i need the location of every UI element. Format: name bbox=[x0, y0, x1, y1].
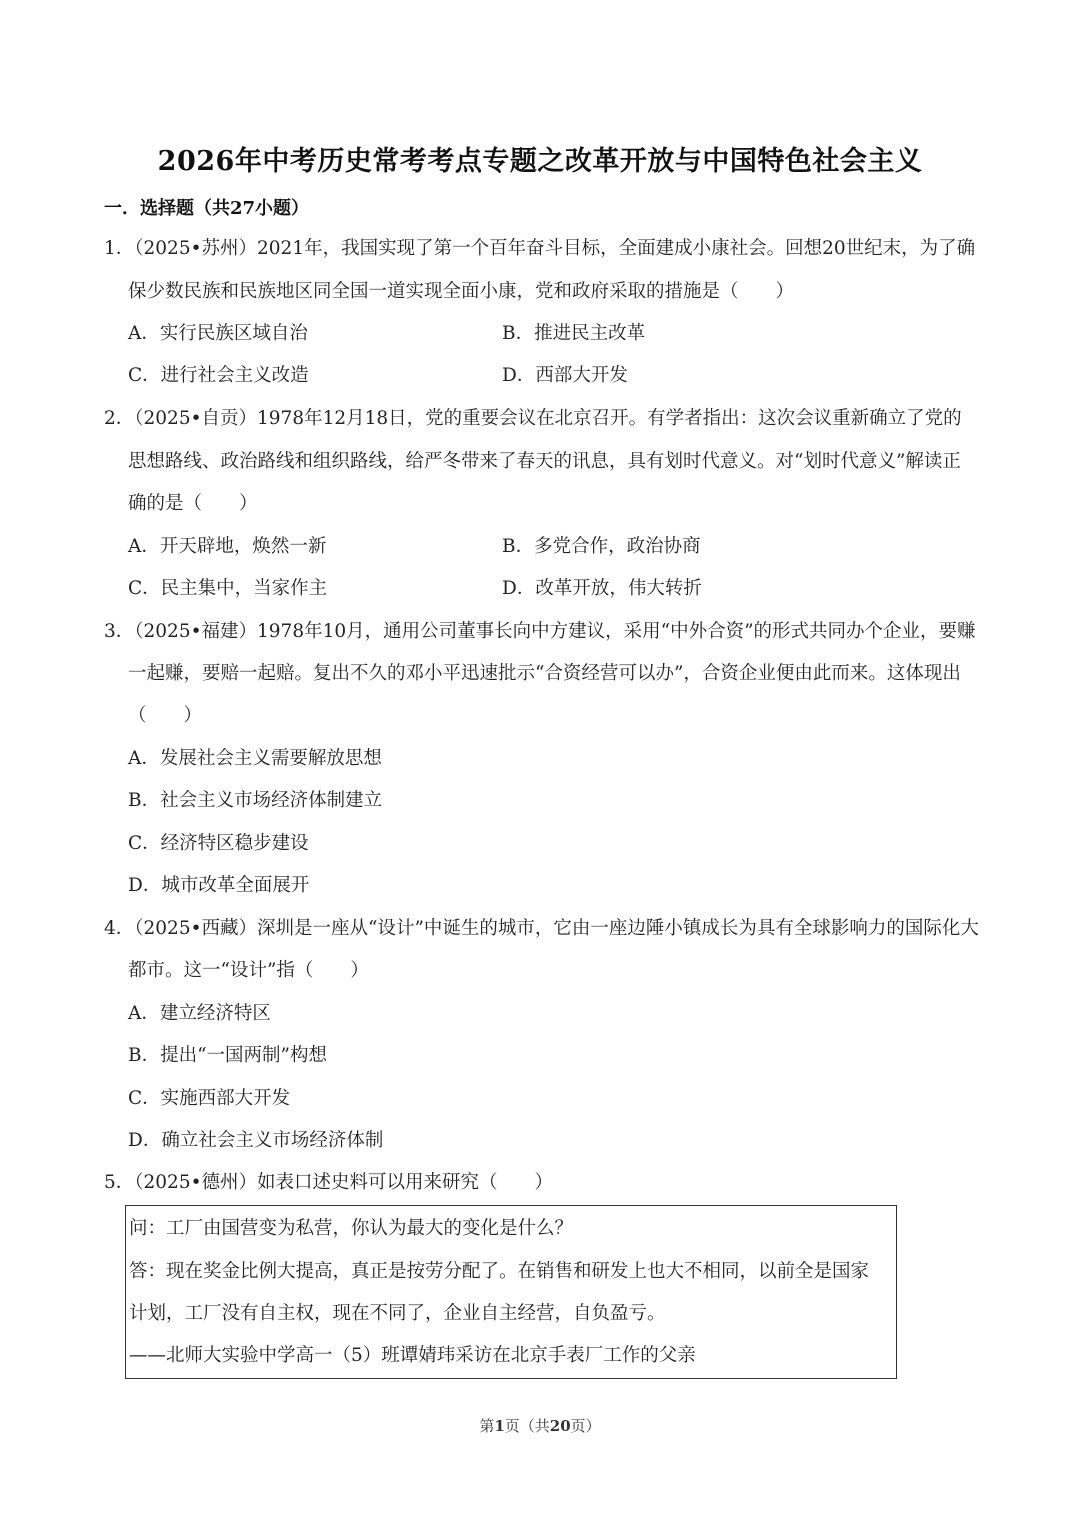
question-3-line-3: （ ） bbox=[128, 705, 203, 726]
question-4-option-c: C．实施西部大开发 bbox=[128, 1088, 291, 1109]
question-2-line-3: 确的是（ ） bbox=[128, 493, 258, 514]
oral-history-table bbox=[125, 1205, 897, 1379]
question-4-option-d: D．确立社会主义市场经济体制 bbox=[128, 1130, 384, 1151]
question-3-option-a: A．发展社会主义需要解放思想 bbox=[128, 748, 382, 769]
question-2-option-a: A．开天辟地，焕然一新 bbox=[128, 536, 327, 557]
question-3-line-1: 3．（2025•福建）1978年10月，通用公司董事长向中方建议，采用“中外合资”的形式共同办个企业，要赚 bbox=[104, 621, 976, 642]
question-3-line-2: 一起赚，要赔一起赔。复出不久的邓小平迅速批示“合资经营可以办”，合资企业便由此而来。这体现出 bbox=[128, 663, 961, 684]
question-4-option-b: B．提出“一国两制”构想 bbox=[128, 1045, 328, 1066]
quote-answer-line-2: 计划，工厂没有自主权，现在不同了，企业自主经营，自负盈亏。 bbox=[129, 1303, 666, 1324]
page-footer bbox=[0, 1415, 1080, 1436]
question-1-option-d: D．西部大开发 bbox=[502, 365, 628, 386]
question-3-option-b: B．社会主义市场经济体制建立 bbox=[128, 790, 383, 811]
question-2-option-c: C．民主集中，当家作主 bbox=[128, 578, 328, 599]
question-4-line-1: 4．（2025•西藏）深圳是一座从“设计”中诞生的城市，它由一座边陲小镇成长为具有全球影响力的国际化大 bbox=[104, 918, 979, 939]
question-2-option-b: B．多党合作，政治协商 bbox=[502, 536, 701, 557]
quote-question: 问：工厂由国营变为私营，你认为最大的变化是什么？ bbox=[129, 1218, 574, 1239]
footer-page-number: 1 bbox=[494, 1417, 505, 1435]
footer-total-pages: 20 bbox=[549, 1417, 571, 1435]
quote-source: ——北师大实验中学高一（5）班谭婧玮采访在北京手表厂工作的父亲 bbox=[129, 1345, 696, 1366]
question-5-line-1: 5．（2025•德州）如表口述史料可以用来研究（ ） bbox=[104, 1172, 554, 1193]
question-2-option-d: D．改革开放，伟大转折 bbox=[502, 578, 702, 599]
footer-prefix: 第 bbox=[479, 1417, 495, 1435]
question-1-option-a: A．实行民族区域自治 bbox=[128, 323, 308, 344]
question-1-line-1: 1．（2025•苏州）2021年，我国实现了第一个百年奋斗目标，全面建成小康社会。回想20世纪末，为了确 bbox=[104, 238, 976, 259]
question-3-option-c: C．经济特区稳步建设 bbox=[128, 833, 309, 854]
footer-middle: 页（共 bbox=[504, 1417, 550, 1435]
question-4-option-a: A．建立经济特区 bbox=[128, 1003, 271, 1024]
question-1-option-c: C．进行社会主义改造 bbox=[128, 365, 309, 386]
question-4-line-2: 都市。这一“设计”指（ ） bbox=[128, 960, 369, 981]
document-title: 2026年中考历史常考考点专题之改革开放与中国特色社会主义 bbox=[157, 146, 923, 177]
question-1-option-b: B．推进民主改革 bbox=[502, 323, 646, 344]
section-heading: 一．选择题（共27小题） bbox=[104, 198, 310, 219]
question-3-option-d: D．城市改革全面展开 bbox=[128, 875, 310, 896]
footer-suffix: 页） bbox=[570, 1417, 601, 1435]
question-2-line-2: 思想路线、政治路线和组织路线，给严冬带来了春天的讯息，具有划时代意义。对“划时代意义”解读正 bbox=[128, 451, 961, 472]
question-1-line-2: 保少数民族和民族地区同全国一道实现全面小康，党和政府采取的措施是（ ） bbox=[128, 281, 795, 302]
quote-answer-line-1: 答：现在奖金比例大提高，真正是按劳分配了。在销售和研发上也大不相同，以前全是国家 bbox=[129, 1261, 870, 1282]
question-2-line-1: 2．（2025•自贡）1978年12月18日，党的重要会议在北京召开。有学者指出：这次会议重新确立了党的 bbox=[104, 408, 962, 429]
